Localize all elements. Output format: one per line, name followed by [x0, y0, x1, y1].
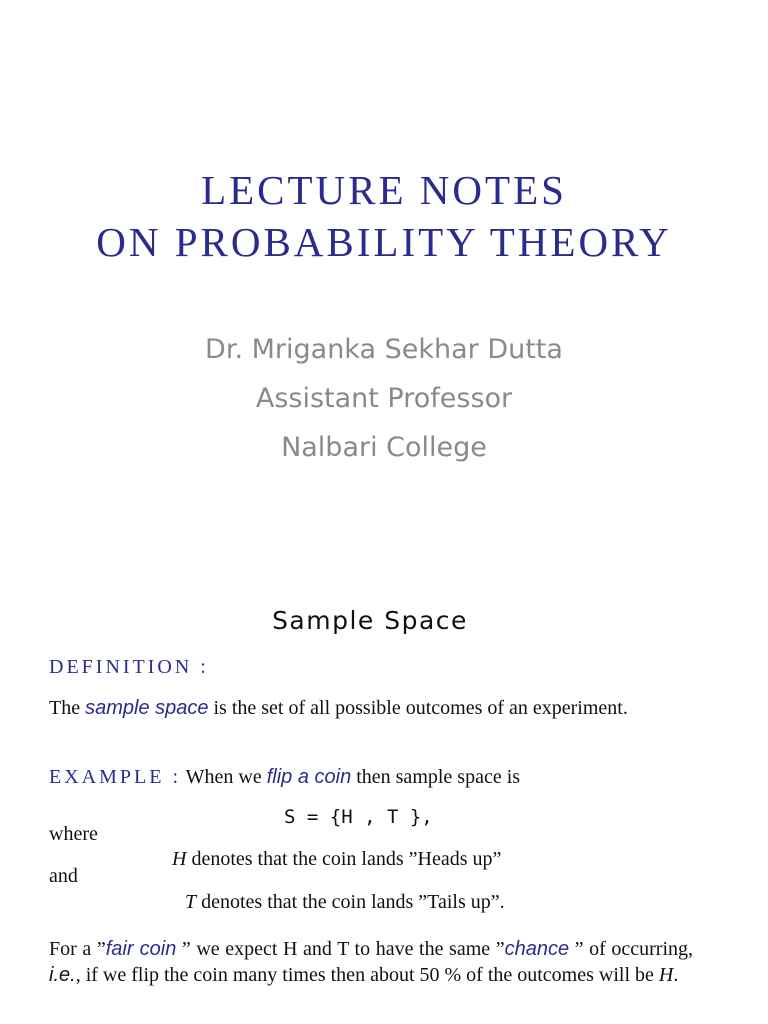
paragraph-part-4: , if we flip the coin many times then about 50 % of the outcomes will be: [75, 964, 659, 986]
example-text-before: When we: [181, 766, 267, 788]
paragraph-part-3: ” of occurring,: [569, 938, 693, 960]
definition-term: sample space: [85, 697, 209, 719]
definition-text: [49, 697, 628, 720]
example-label: EXAMPLE :: [49, 766, 181, 788]
definition-label: DEFINITION :: [49, 656, 209, 678]
author-name: Dr. Mriganka Sekhar Dutta: [205, 334, 563, 365]
heads-text: denotes that the coin lands ”Heads up”: [186, 848, 502, 870]
author-institution: Nalbari College: [281, 432, 487, 463]
heads-definition: [172, 848, 501, 871]
heads-outcome-symbol: H: [658, 964, 674, 986]
where-label: where: [49, 823, 98, 845]
fair-coin-term: fair coin: [105, 938, 177, 960]
title-line-1: LECTURE NOTES: [201, 167, 567, 213]
sample-space-set: S = {H , T },: [284, 806, 433, 828]
heads-symbol: H: [172, 848, 187, 870]
example-term: flip a coin: [266, 766, 352, 788]
and-label: and: [49, 865, 78, 887]
tails-text: denotes that the coin lands ”Tails up”.: [196, 891, 505, 913]
definition-text-before: The: [49, 697, 86, 719]
section-heading: Sample Space: [272, 606, 468, 635]
author-position: Assistant Professor: [255, 383, 513, 414]
ie-abbrev: i.e.: [49, 964, 76, 986]
paragraph-part-5: .: [673, 964, 679, 986]
chance-term: chance: [504, 938, 570, 960]
tails-definition: [185, 891, 505, 914]
example-text-after: then sample space is: [351, 766, 521, 788]
definition-text-after: is the set of all possible outcomes of an experiment.: [213, 697, 628, 719]
example-line: [49, 766, 520, 789]
title-line-2: ON PROBABILITY THEORY: [96, 219, 672, 265]
tails-symbol: T: [185, 891, 197, 913]
paragraph-part-1: For a ”: [49, 938, 106, 960]
fair-coin-paragraph: [49, 936, 693, 988]
paragraph-part-2: ” we expect H and T to have the same ”: [176, 938, 505, 960]
